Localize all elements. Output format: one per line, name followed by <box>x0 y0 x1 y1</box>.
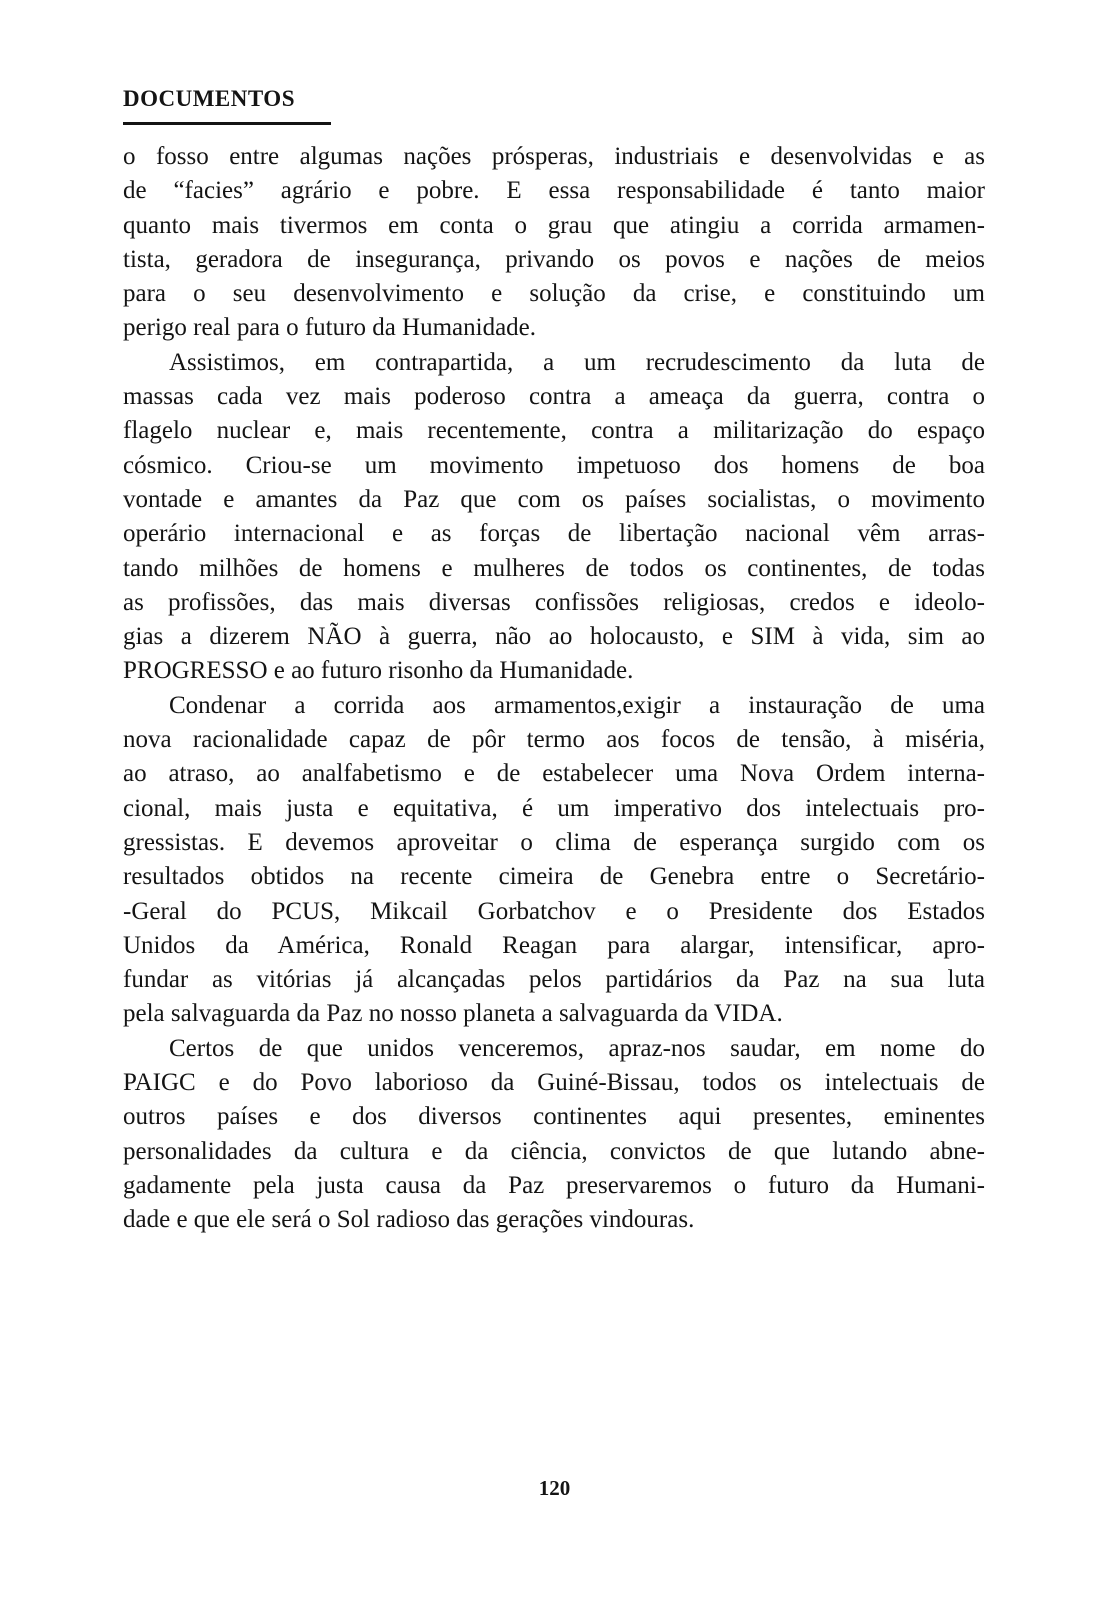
text-line: dade e que ele será o Sol radioso das gerações vindouras. <box>123 1206 695 1234</box>
text-line: resultados obtidos na recente cimeira de Genebra entre o Secretário- <box>123 863 985 891</box>
text-line: pela salvaguarda da Paz no nosso planeta a salvaguarda da VIDA. <box>123 1000 783 1028</box>
text-line: gias a dizerem NÃO à guerra, não ao holocausto, e SIM à vida, sim ao <box>123 623 985 651</box>
text-line: Certos de que unidos venceremos, apraz-nos saudar, em nome do <box>169 1034 985 1062</box>
text-line: cional, mais justa e equitativa, é um imperativo dos intelectuais pro- <box>123 794 985 822</box>
text-line: perigo real para o futuro da Humanidade. <box>123 314 537 342</box>
text-line: vontade e amantes da Paz que com os países socialistas, o movimento <box>123 485 985 513</box>
text-line: Assistimos, em contrapartida, a um recrudescimento da luta de <box>169 348 985 376</box>
text-line: gressistas. E devemos aproveitar o clima de esperança surgido com os <box>123 828 985 856</box>
text-line: quanto mais tivermos em conta o grau que atingiu a corrida armamen- <box>123 211 985 239</box>
text-line: flagelo nuclear e, mais recentemente, contra a militarização do espaço <box>123 417 985 445</box>
text-line: nova racionalidade capaz de pôr termo aos focos de tensão, à miséria, <box>123 726 985 754</box>
text-line: o fosso entre algumas nações prósperas, industriais e desenvolvidas e as <box>123 143 985 170</box>
text-line: ao atraso, ao analfabetismo e de estabelecer uma Nova Ordem interna- <box>123 760 985 788</box>
text-line: Condenar a corrida aos armamentos,exigir a instauração de uma <box>169 691 985 719</box>
text-line: operário internacional e as forças de libertação nacional vêm arras- <box>123 520 985 548</box>
text-line: tando milhões de homens e mulheres de todos os continentes, de todas <box>123 554 985 582</box>
text-line: PROGRESSO e ao futuro risonho da Humanidade. <box>123 657 634 685</box>
paragraph <box>123 1032 985 1238</box>
text-line: outros países e dos diversos continentes aqui presentes, eminentes <box>123 1103 985 1131</box>
text-line: PAIGC e do Povo laborioso da Guiné-Bissau, todos os intelectuais de <box>123 1069 985 1097</box>
paragraph <box>123 689 985 1032</box>
text-line: -Geral do PCUS, Mikcail Gorbatchov e o Presidente dos Estados <box>123 897 985 925</box>
page-number: 120 <box>538 1476 571 1500</box>
paragraph <box>123 346 985 689</box>
text-line: fundar as vitórias já alcançadas pelos partidários da Paz na sua luta <box>123 966 985 994</box>
header-underline <box>123 122 331 125</box>
text-line: cósmico. Criou-se um movimento impetuoso dos homens de boa <box>123 451 985 479</box>
paragraph <box>123 140 985 346</box>
text-line: tista, geradora de insegurança, privando os povos e nações de meios <box>123 245 985 273</box>
text-line: gadamente pela justa causa da Paz preservaremos o futuro da Humani- <box>123 1171 985 1199</box>
text-line: massas cada vez mais poderoso contra a ameaça da guerra, contra o <box>123 383 985 411</box>
section-header: DOCUMENTOS <box>123 86 295 111</box>
text-line: de “facies” agrário e pobre. E essa responsabilidade é tanto maior <box>123 177 985 205</box>
text-line: personalidades da cultura e da ciência, convictos de que lutando abne- <box>123 1137 985 1165</box>
text-line: as profissões, das mais diversas confissões religiosas, credos e ideolo- <box>123 588 985 616</box>
document-body <box>123 140 985 1238</box>
text-line: para o seu desenvolvimento e solução da crise, e constituindo um <box>123 280 985 308</box>
text-line: Unidos da América, Ronald Reagan para alargar, intensificar, apro- <box>123 931 985 959</box>
